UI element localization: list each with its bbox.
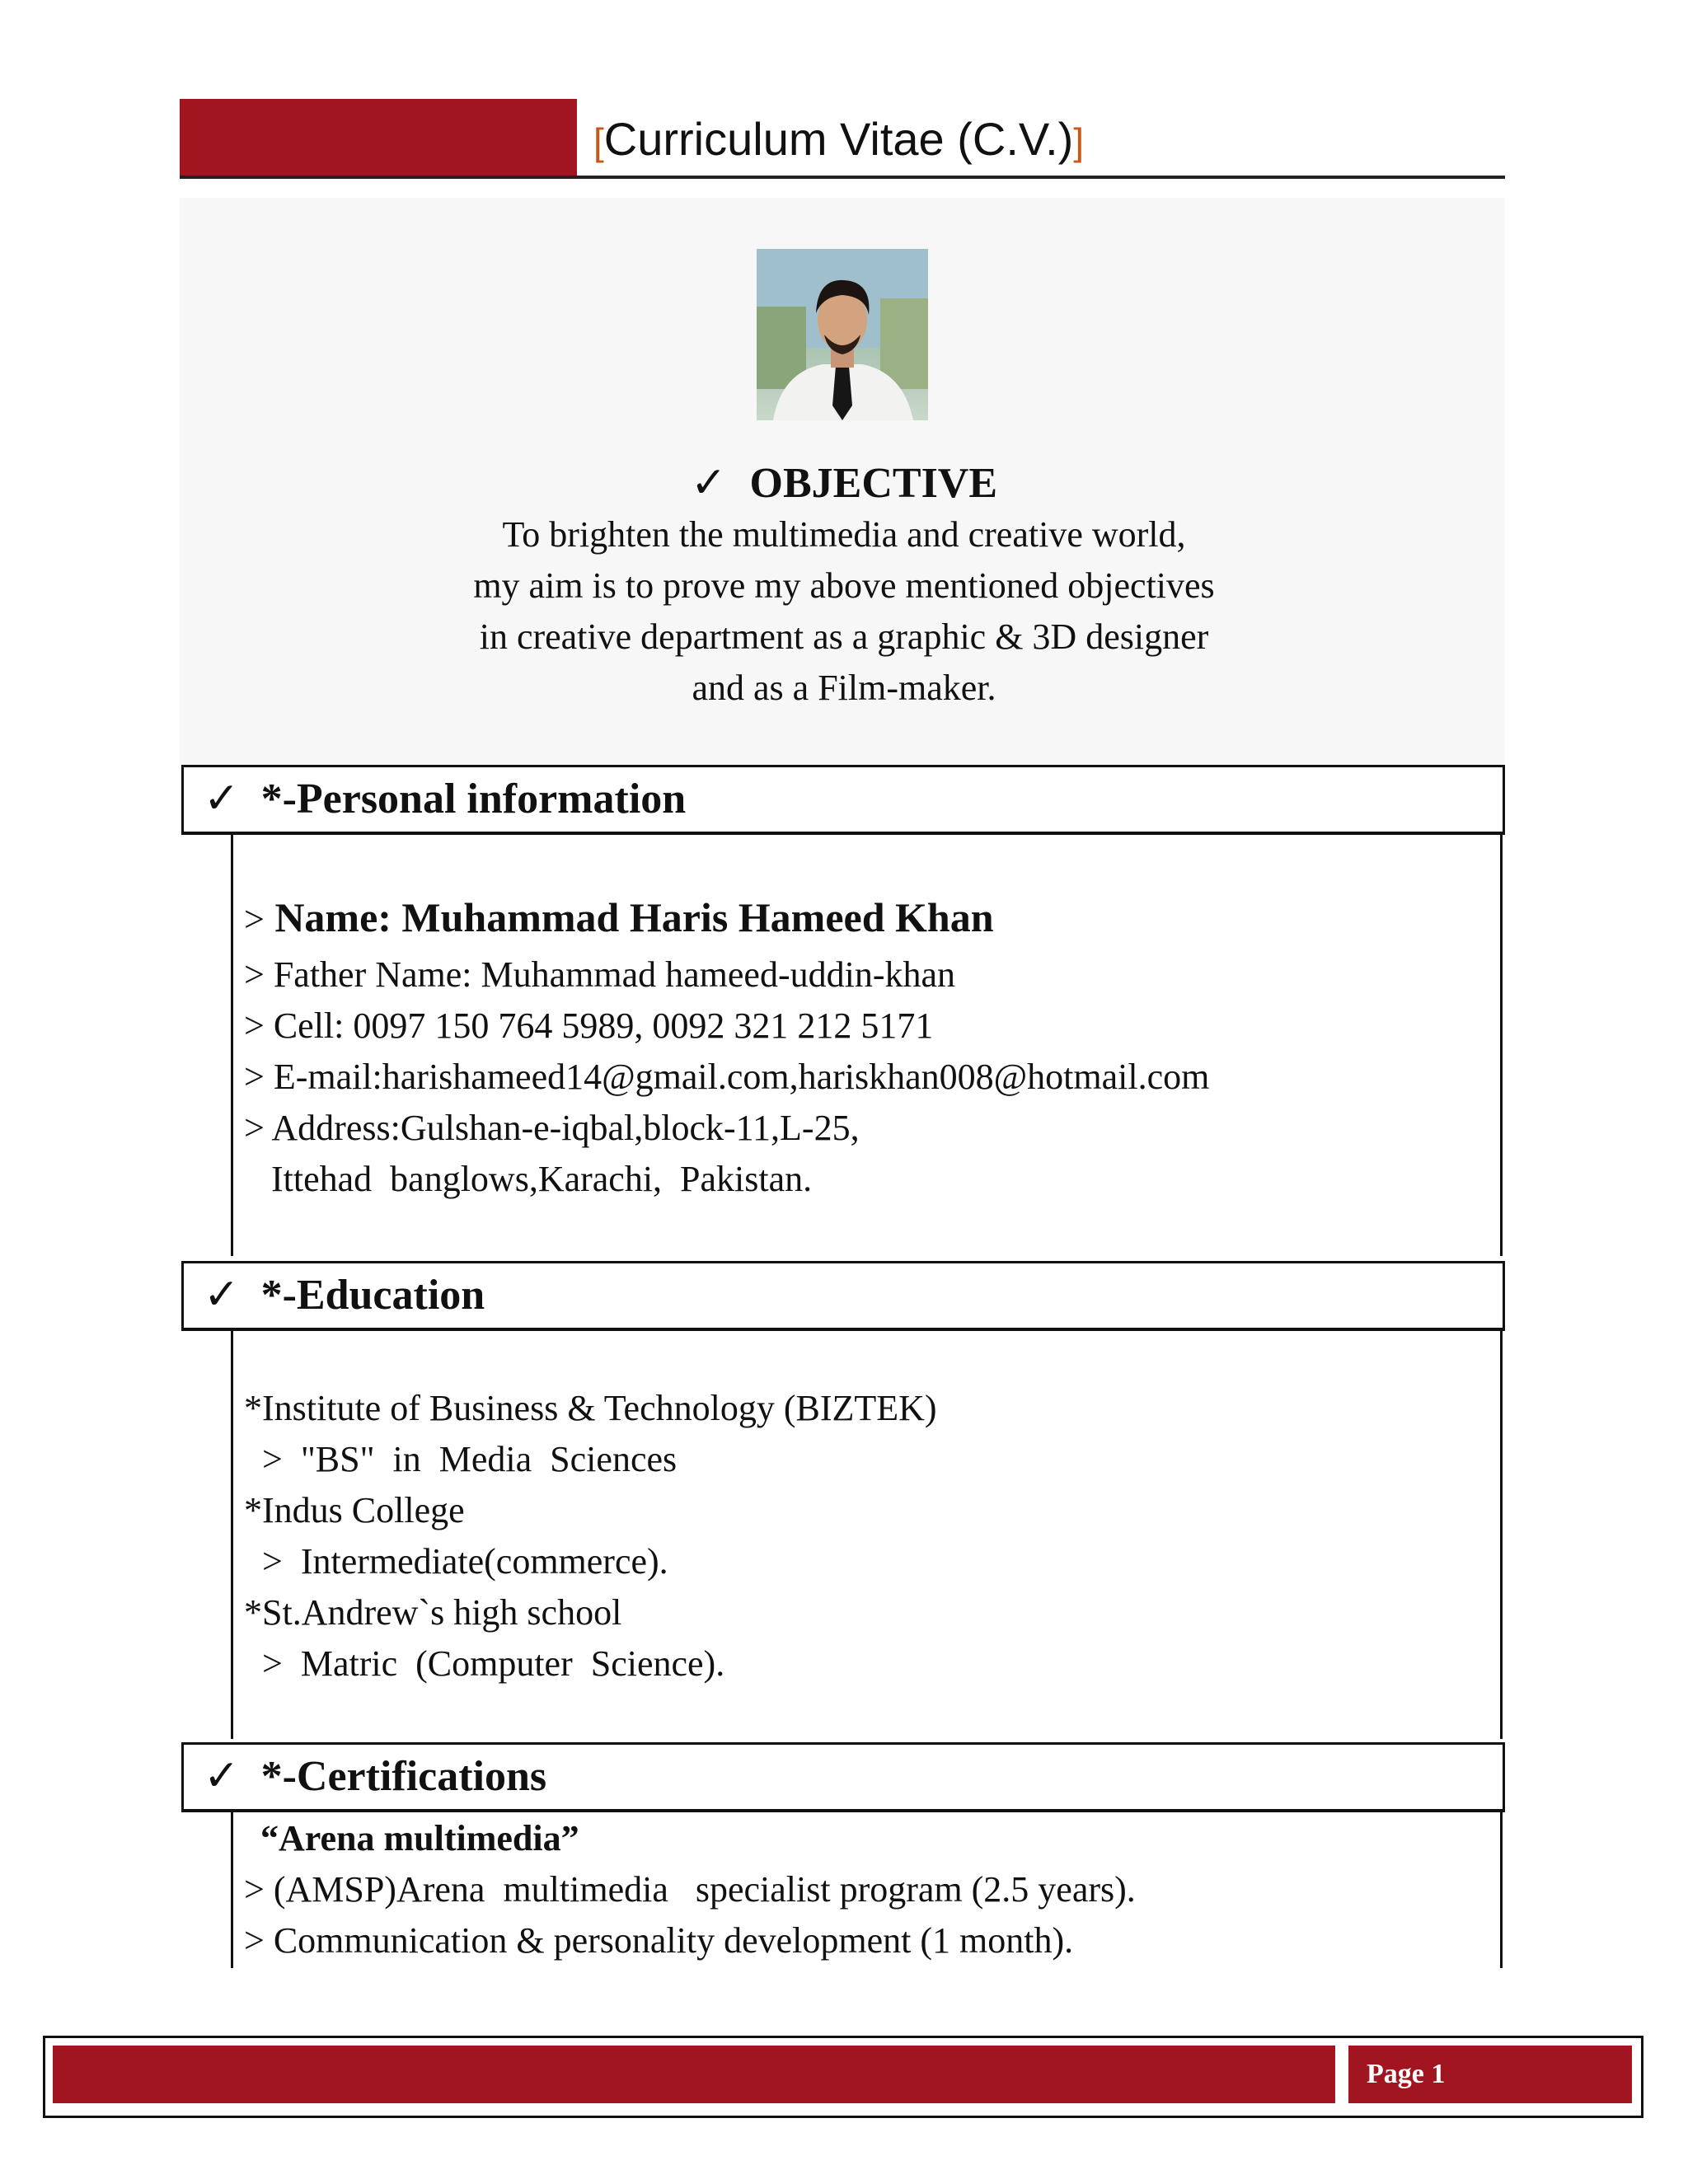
- section-rule-left: [231, 834, 233, 1256]
- profile-photo: [757, 249, 928, 420]
- personal-email: > E-mail:harishameed14@gmail.com,hariskhan008@hotmail.com: [244, 1057, 1210, 1097]
- personal-address: > Address:Gulshan-e-iqbal,block-11,L-25,: [244, 1108, 860, 1148]
- personal-address-line2: Ittehad banglows,Karachi, Pakistan.: [244, 1159, 813, 1199]
- personal-father-name: > Father Name: Muhammad hameed-uddin-khan: [244, 954, 956, 995]
- objective-line: in creative department as a graphic & 3D designer: [479, 616, 1209, 657]
- section-title: *-Personal information: [260, 776, 687, 823]
- education-line: > Intermediate(commerce).: [244, 1541, 668, 1582]
- personal-name: > Name: Muhammad Haris Hameed Khan: [244, 894, 994, 940]
- section-header-personal: [181, 765, 1505, 835]
- certification-line: > Communication & personality development (1 month).: [244, 1920, 1074, 1961]
- education-line: *Institute of Business & Technology (BIZTEK): [244, 1388, 937, 1428]
- portrait-image: [757, 249, 928, 420]
- page-number: Page 1: [1367, 2059, 1446, 2089]
- objective-line: and as a Film-maker.: [692, 668, 996, 708]
- header-rule: [180, 176, 1505, 179]
- section-rule-left: [231, 1330, 233, 1739]
- header-accent-bar: [180, 99, 577, 178]
- document-title: [Curriculum Vitae (C.V.)]: [593, 113, 1085, 165]
- page-number-box: [1343, 2046, 1632, 2103]
- objective-heading: ✓ OBJECTIVE: [690, 460, 998, 507]
- section-rule-right: [1500, 1330, 1503, 1739]
- objective-line: my aim is to prove my above mentioned objectives: [473, 565, 1215, 606]
- check-icon: ✓: [204, 776, 240, 823]
- section-title: *-Certifications: [260, 1753, 547, 1800]
- certification-line: > (AMSP)Arena multimedia specialist program (2.5 years).: [244, 1869, 1136, 1910]
- section-header-certifications: [181, 1742, 1505, 1812]
- certification-institute: “Arena multimedia”: [260, 1818, 579, 1858]
- objective-line: To brighten the multimedia and creative world,: [502, 514, 1186, 555]
- education-line: *St.Andrew`s high school: [244, 1592, 622, 1633]
- check-icon: ✓: [204, 1753, 240, 1800]
- check-icon: ✓: [690, 460, 727, 507]
- section-rule-right: [1500, 834, 1503, 1256]
- section-rule-left: [231, 1811, 233, 1968]
- footer-accent-bar: [53, 2046, 1335, 2103]
- personal-cell: > Cell: 0097 150 764 5989, 0092 321 212 5171: [244, 1005, 934, 1046]
- education-line: > Matric (Computer Science).: [244, 1643, 725, 1684]
- check-icon: ✓: [204, 1272, 240, 1319]
- education-line: *Indus College: [244, 1490, 465, 1530]
- section-header-education: [181, 1261, 1505, 1331]
- section-rule-right: [1500, 1811, 1503, 1968]
- section-title: *-Education: [260, 1272, 485, 1319]
- title-text: Curriculum Vitae (C.V.): [603, 113, 1074, 165]
- education-line: > "BS" in Media Sciences: [244, 1439, 678, 1479]
